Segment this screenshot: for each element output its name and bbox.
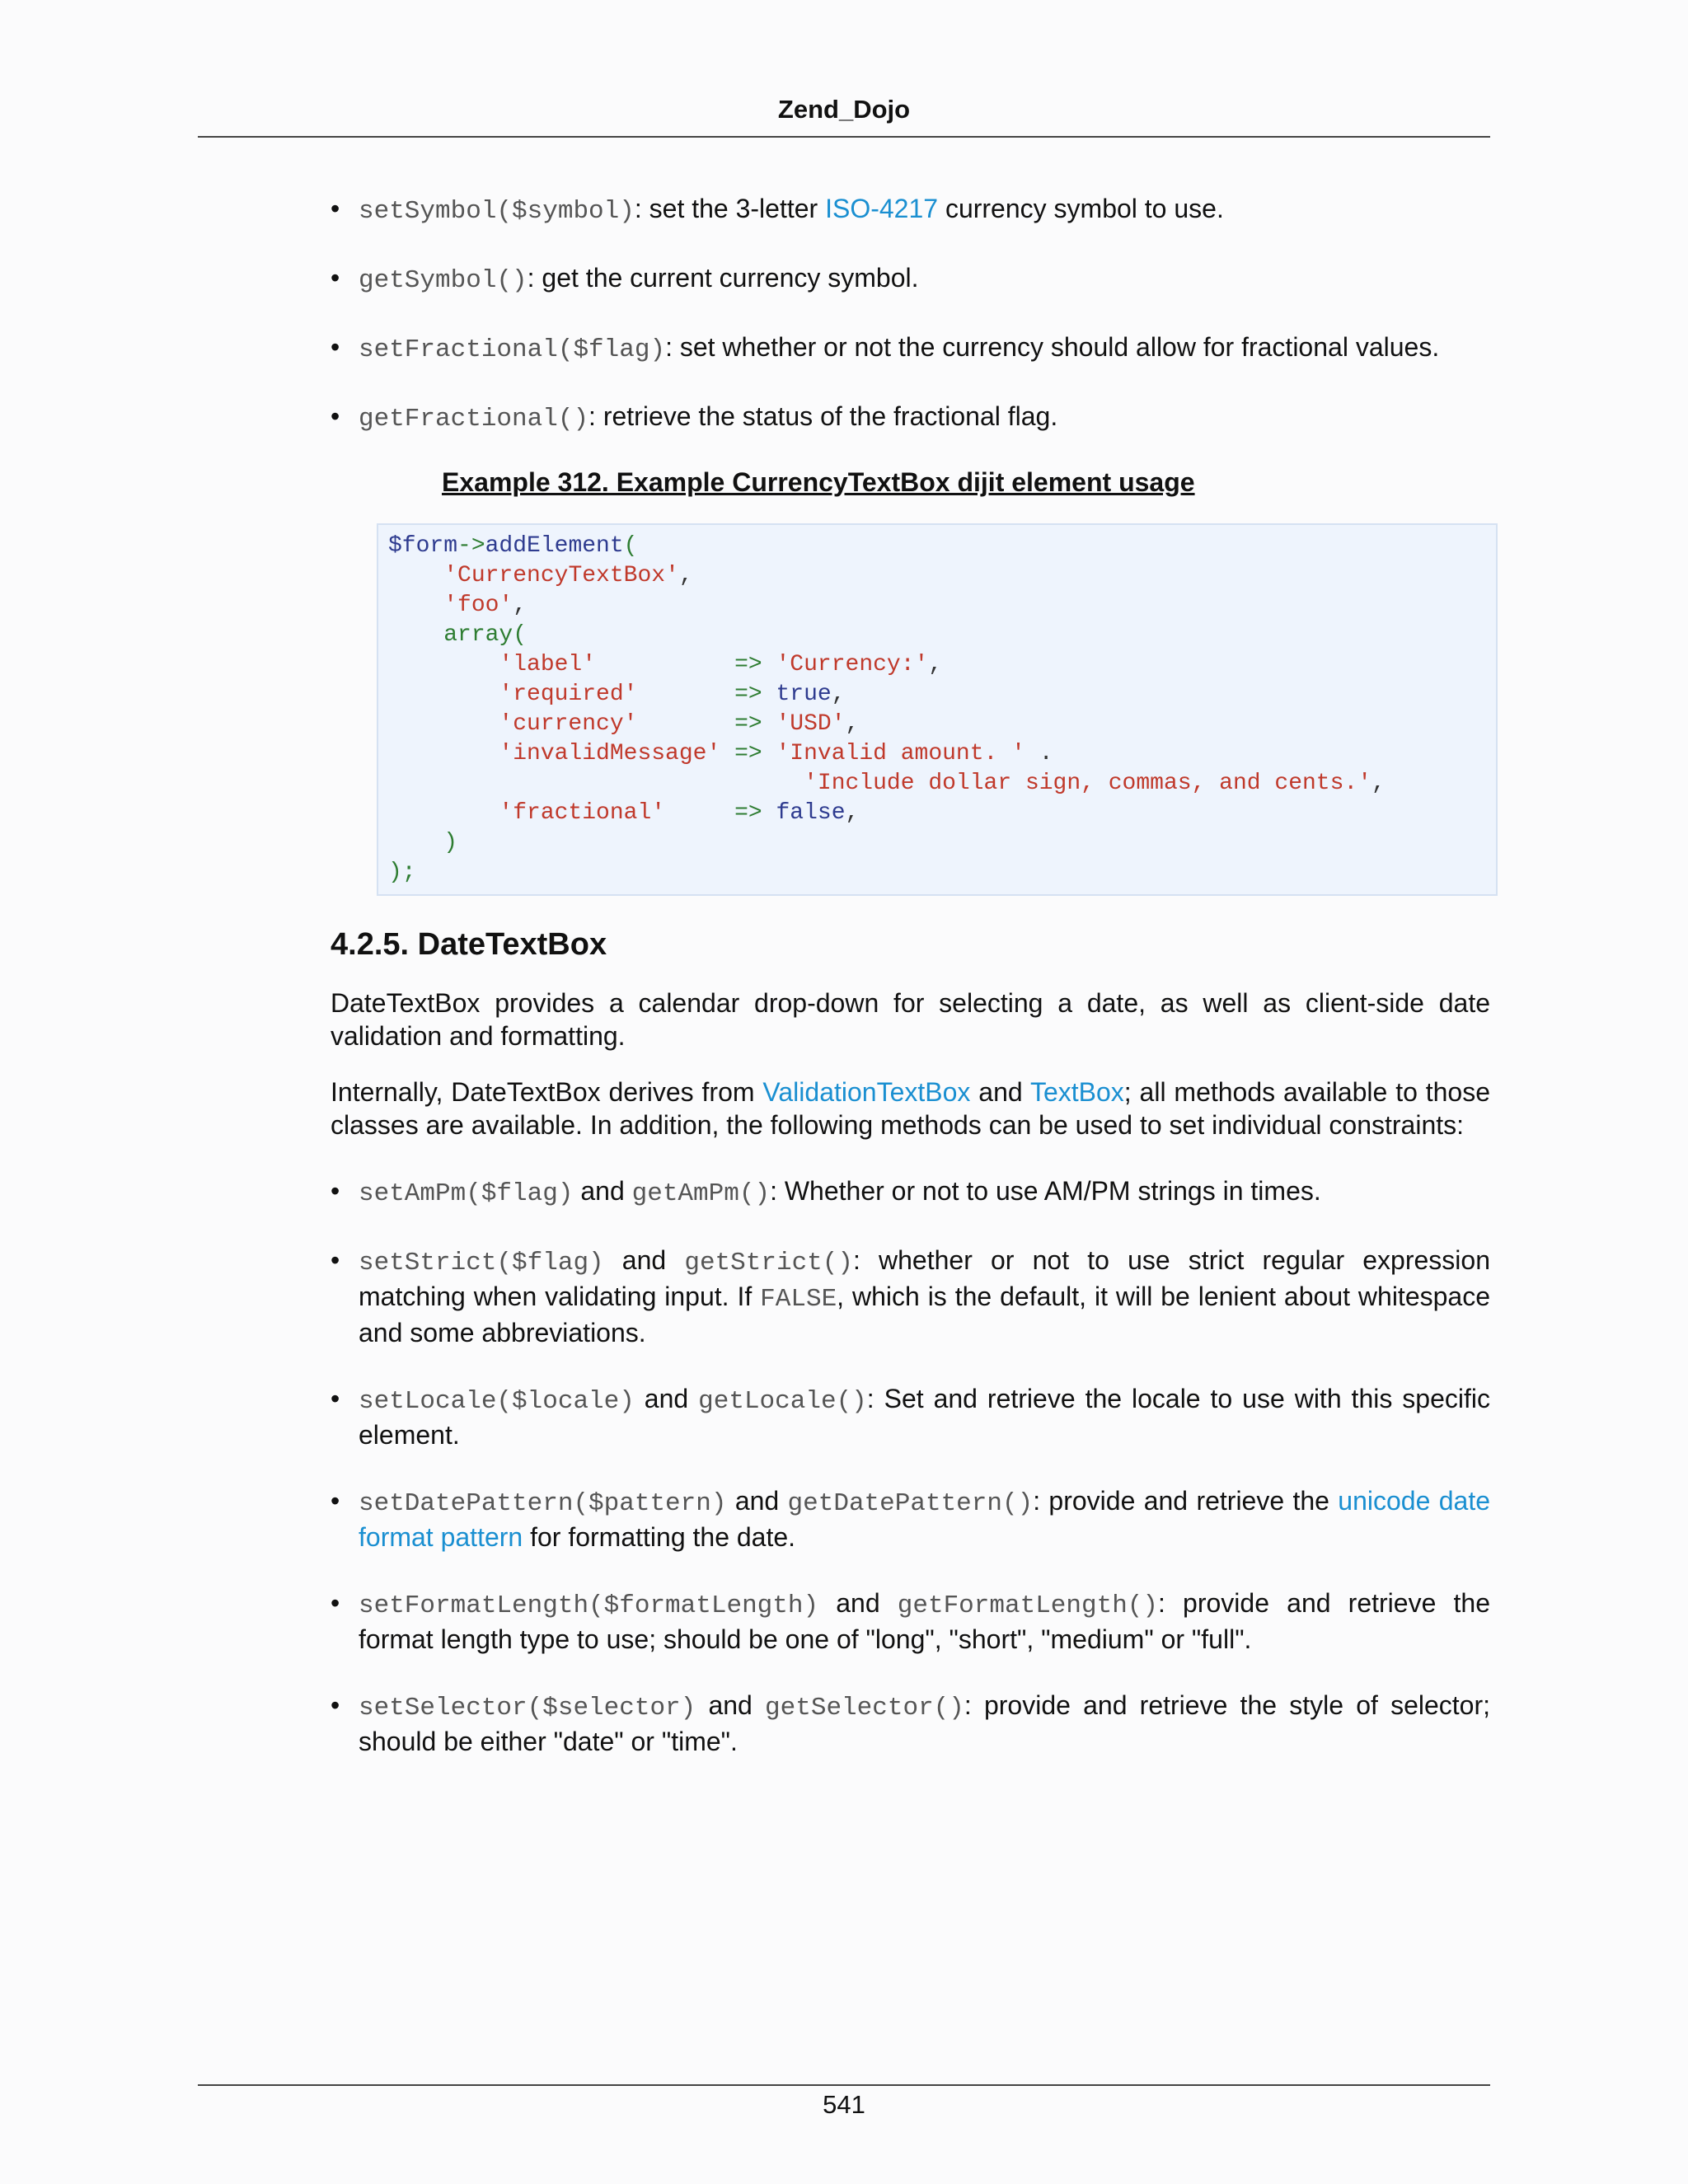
header-rule — [198, 136, 1490, 138]
list-item: • setSelector($selector) and getSelector(): provide and retrieve the style of selector; should be either "date" or "time". — [331, 1689, 1490, 1758]
paragraph-intro: DateTextBox provides a calendar drop-down for selecting a date, as well as client-side date validation and formatting. — [331, 988, 1490, 1051]
page-content — [331, 192, 1490, 1791]
list-item: • setDatePattern($pattern) and getDatePattern(): provide and retrieve the unicode date format pattern for formatting the date. — [331, 1484, 1490, 1554]
list-item: • setLocale($locale) and getLocale(): Set and retrieve the locale to use with this specific element. — [331, 1382, 1490, 1451]
unicode-date-format-link[interactable]: unicode date format pattern — [359, 1486, 1491, 1552]
footer-rule — [198, 2084, 1490, 2086]
iso-4217-link[interactable]: ISO-4217 — [825, 194, 939, 223]
paragraph-derivation: Internally, DateTextBox derives from ValidationTextBox and TextBox; all methods available to those classes are available. In addition, the following methods can be used to set individual constraints: — [331, 1077, 1491, 1140]
list-item: • setSymbol($symbol): set the 3-letter ISO-4217 currency symbol to use. — [331, 192, 1490, 228]
section-heading: 4.2.5. DateTextBox — [331, 927, 607, 962]
page-header-title: Zend_Dojo — [777, 95, 911, 124]
example-title: Example 312. Example CurrencyTextBox dijit element usage — [442, 467, 1195, 497]
list-item: • setFractional($flag): set whether or not the currency should allow for fractional values. — [331, 330, 1490, 367]
validationtextbox-link[interactable]: ValidationTextBox — [762, 1077, 971, 1107]
method-name: getFractional() — [359, 405, 589, 434]
method-list-currency — [331, 192, 1490, 436]
method-name: setSymbol($symbol) — [359, 197, 635, 226]
list-item: • setFormatLength($formatLength) and getFormatLength(): provide and retrieve the format length type to use; should be one of "long", "short", "medium" or "full". — [331, 1586, 1490, 1656]
list-item: • setAmPm($flag) and getAmPm(): Whether or not to use AM/PM strings in times. — [331, 1174, 1490, 1211]
code-example: $form->addElement( 'CurrencyTextBox', 'foo', array( 'label' => 'Currency:', 'required' => true, 'currency' => 'USD', 'invalidMessage' => 'Invalid amount. ' . 'Include dollar sign, commas, and cents.', 'fractional' => false, ) ); — [377, 523, 1498, 896]
textbox-link[interactable]: TextBox — [1029, 1077, 1124, 1107]
method-name: setFractional($flag) — [359, 335, 666, 364]
list-item: • setStrict($flag) and getStrict(): whether or not to use strict regular expression matching when validating input. If FALSE, which is the default, it will be lenient about whitespace and some abbreviations. — [331, 1244, 1490, 1349]
method-list-date — [331, 1174, 1490, 1758]
list-item: • getFractional(): retrieve the status of the fractional flag. — [331, 400, 1490, 436]
list-item: • getSymbol(): get the current currency symbol. — [331, 261, 1490, 298]
page-number: 541 — [823, 2090, 865, 2119]
method-name: getSymbol() — [359, 266, 528, 295]
